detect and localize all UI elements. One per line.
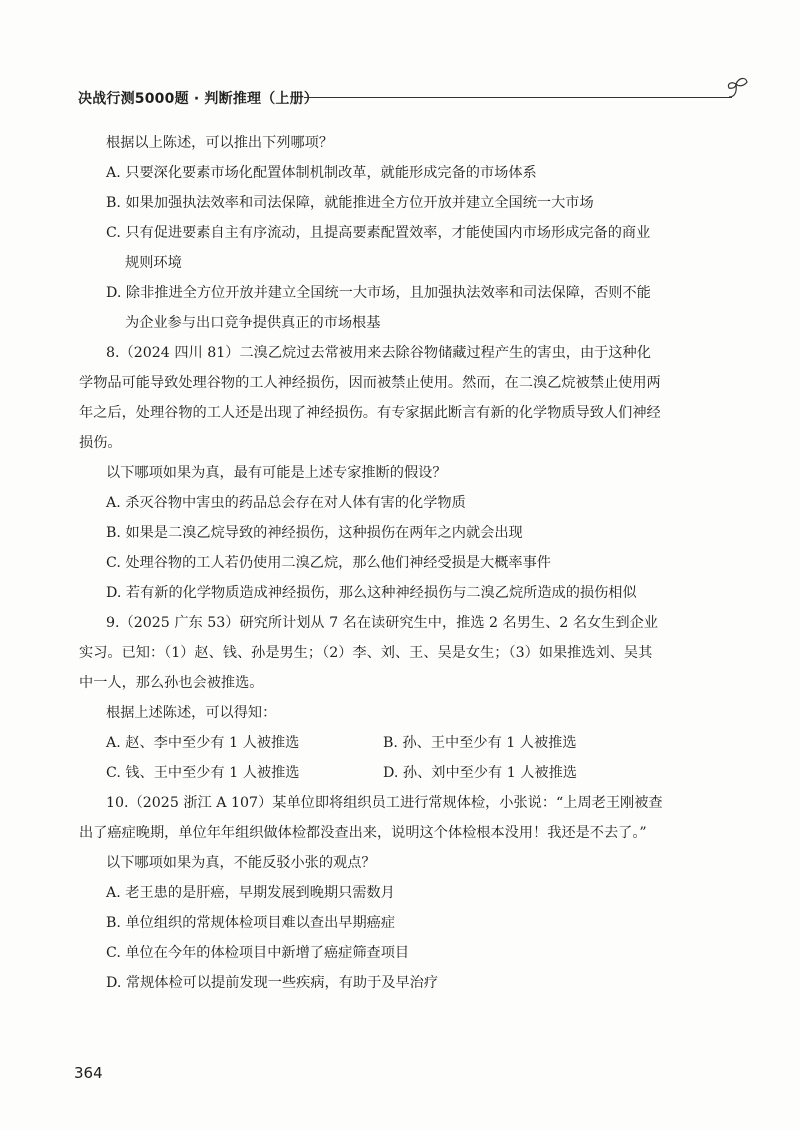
book-title: 决战行测5000题 · 判断推理（上册） (78, 91, 319, 107)
answer-option: C. 处理谷物的工人若仍使用二溴乙烷，那么他们神经受损是大概率事件 (106, 555, 551, 571)
question-paragraph: 以下哪项如果为真，最有可能是上述专家推断的假设？ (106, 465, 447, 481)
option-left: C. 钱、王中至少有 1 人被推选 (106, 765, 300, 781)
header-rule (304, 97, 732, 98)
answer-option: D. 除非推进全方位开放并建立全国统一大市场，且加强执法效率和司法保障，否则不能为企业参与出口竞争提供真正的市场根基 (106, 285, 651, 331)
answer-option: C. 只有促进要素自主有序流动，且提高要素配置效率，才能使国内市场形成完备的商业规则环境 (106, 225, 651, 271)
question-paragraph: 9.（2025 广东 53）研究所计划从 7 名在读研究生中，推选 2 名男生、2 名女生到企业实习。已知：（1）赵、钱、孙是男生；（2）李、刘、王、吴是女生；（3）如果推选刘、吴其中一人，那么孙也会被推选。 (79, 615, 658, 691)
option-row (79, 728, 664, 758)
answer-option: D. 常规体检可以提前发现一些疾病，有助于及早治疗 (106, 975, 439, 991)
question-paragraph: 8.（2024 四川 81）二溴乙烷过去常被用来去除谷物储藏过程产生的害虫，由于这种化学物品可能导致处理谷物的工人神经损伤，因而被禁止使用。然而，在二溴乙烷被禁止使用两年之后，处理谷物的工人还是出现了神经损伤。有专家据此断言有新的化学物质导致人们神经损伤。 (79, 345, 661, 451)
option-right: D. 孙、刘中至少有 1 人被推选 (383, 765, 577, 781)
answer-option: A. 只要深化要素市场化配置体制机制改革，就能形成完备的市场体系 (106, 165, 537, 181)
page-body (79, 128, 664, 998)
sprout-icon (720, 70, 754, 104)
answer-option: B. 如果是二溴乙烷导致的神经损伤，这种损伤在两年之内就会出现 (106, 525, 523, 541)
question-paragraph: 10.（2025 浙江 A 107）某单位即将组织员工进行常规体检，小张说：“上周老王刚被查出了癌症晚期，单位年年组织做体检都没查出来，说明这个体检根本没用！我还是不去了。” (79, 795, 663, 841)
answer-option: B. 单位组织的常规体检项目难以查出早期癌症 (106, 915, 396, 931)
answer-option: B. 如果加强执法效率和司法保障，就能推进全方位开放并建立全国统一大市场 (106, 195, 594, 211)
answer-option: C. 单位在今年的体检项目中新增了癌症筛查项目 (106, 945, 410, 961)
option-left: A. 赵、李中至少有 1 人被推选 (106, 735, 300, 751)
option-row (79, 758, 664, 788)
running-header (78, 88, 718, 112)
answer-option: D. 若有新的化学物质造成神经损伤，那么这种神经损伤与二溴乙烷所造成的损伤相似 (106, 585, 637, 601)
question-paragraph: 以下哪项如果为真，不能反驳小张的观点？ (106, 855, 376, 871)
answer-option: A. 老王患的是肝癌，早期发展到晚期只需数月 (106, 885, 395, 901)
answer-option: A. 杀灭谷物中害虫的药品总会存在对人体有害的化学物质 (106, 495, 466, 511)
question-paragraph: 根据以上陈述，可以推出下列哪项？ (106, 135, 334, 151)
option-right: B. 孙、王中至少有 1 人被推选 (383, 735, 577, 751)
page-number: 364 (74, 1064, 103, 1082)
question-paragraph: 根据上述陈述，可以得知： (106, 705, 277, 721)
